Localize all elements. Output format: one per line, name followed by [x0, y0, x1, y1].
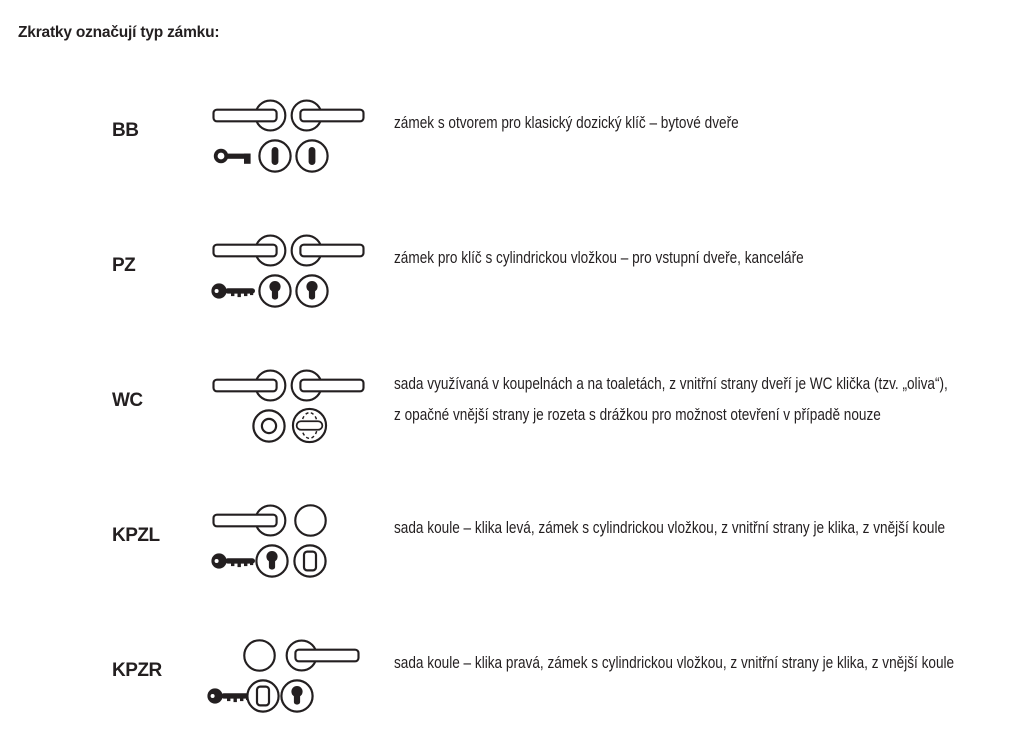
pz-keyhole-rosette-icon — [280, 679, 314, 713]
wc-oliva-rosette-icon — [291, 407, 328, 444]
ball-knob-icon — [294, 504, 327, 537]
lock-description-text: sada využívaná v koupelnách a na toaletách, z vnitřní strany dveří je WC klička (tzv. „oliva“), — [394, 374, 948, 393]
lock-type-row-kpzr — [0, 637, 1011, 729]
blind-rosette-icon — [293, 544, 327, 578]
cylinder-key-icon — [211, 281, 257, 301]
bb-keyhole-rosette-icon — [295, 139, 329, 173]
lock-code-label: PZ — [112, 255, 136, 276]
blind-rosette-icon — [246, 679, 280, 713]
lock-type-row-pz — [0, 232, 1011, 324]
lever-handle-left-icon — [212, 234, 288, 267]
lock-description — [394, 374, 1011, 436]
bb-keyhole-rosette-icon — [258, 139, 292, 173]
lever-handle-right-icon — [284, 639, 360, 672]
lever-handle-left-icon — [212, 99, 288, 132]
pz-keyhole-rosette-icon — [258, 274, 292, 308]
lock-description — [394, 653, 1011, 684]
lock-description — [394, 518, 1011, 549]
ball-knob-icon — [243, 639, 276, 672]
lock-description-text: zámek pro klíč s cylindrickou vložkou – pro vstupní dveře, kanceláře — [394, 248, 804, 267]
classic-bit-key-icon — [213, 145, 257, 167]
lock-code-label: KPZL — [112, 525, 160, 546]
lever-handle-left-icon — [212, 369, 288, 402]
lock-type-row-kpzl — [0, 502, 1011, 594]
lock-description-text: zámek s otvorem pro klasický dozický klíč – bytové dveře — [394, 113, 739, 132]
lever-handle-right-icon — [289, 369, 365, 402]
lever-handle-right-icon — [289, 99, 365, 132]
lever-handle-right-icon — [289, 234, 365, 267]
lock-code-label: WC — [112, 390, 143, 411]
cylinder-key-icon — [211, 551, 257, 571]
grooved-ring-rosette-icon — [252, 409, 286, 443]
lock-type-row-bb — [0, 97, 1011, 189]
lever-handle-left-icon — [212, 504, 288, 537]
lock-description — [394, 113, 825, 144]
lock-description-text: sada koule – klika pravá, zámek s cylindrickou vložkou, z vnitřní strany je klika, z vnější koule — [394, 653, 955, 672]
page-title: Zkratky označují typ zámku: — [18, 24, 220, 41]
lock-type-row-wc — [0, 367, 1011, 459]
pz-keyhole-rosette-icon — [295, 274, 329, 308]
lock-code-label: BB — [112, 120, 139, 141]
pz-keyhole-rosette-icon — [255, 544, 289, 578]
lock-description-text-line2: z opačné vnější strany je rozeta s drážkou pro možnost otevření v případě nouze — [394, 405, 881, 424]
lock-description-text: sada koule – klika levá, zámek s cylindrickou vložkou, z vnitřní strany je klika, z vnější koule — [394, 518, 946, 537]
lock-description — [394, 248, 906, 279]
lock-code-label: KPZR — [112, 660, 162, 681]
